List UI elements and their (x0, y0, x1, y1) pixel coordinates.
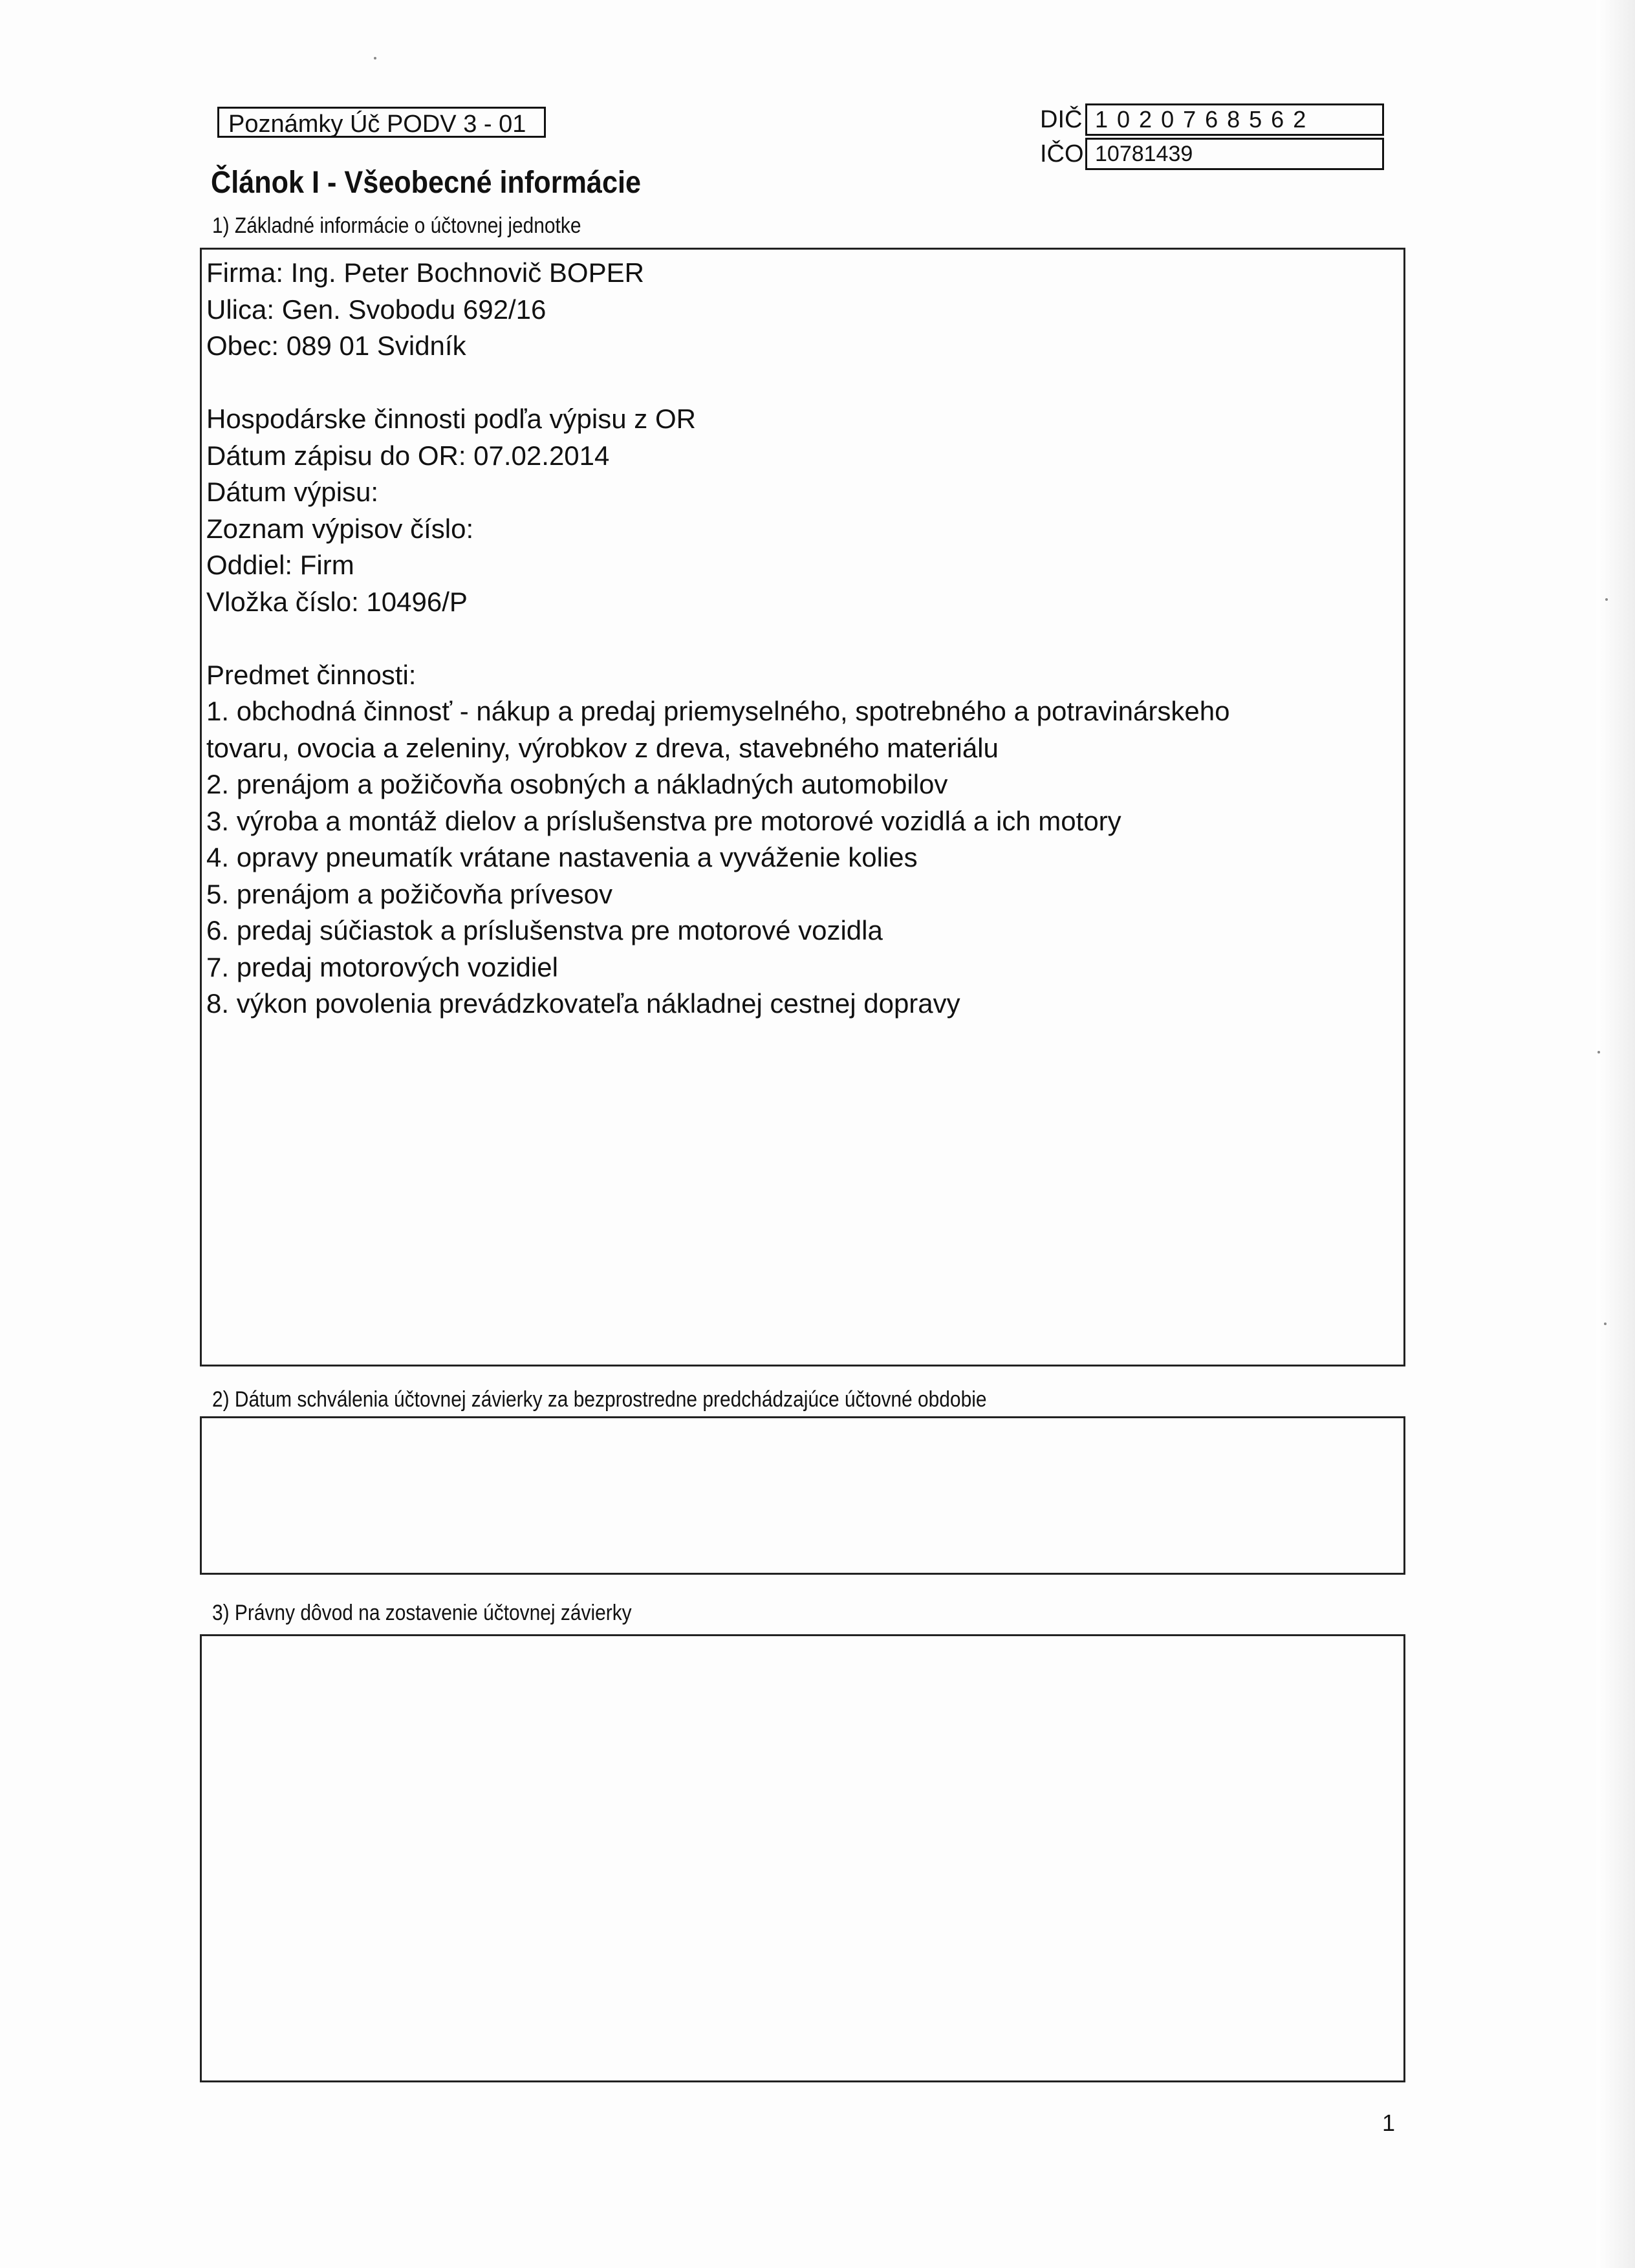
section3-box (200, 1634, 1405, 2082)
section1-box (200, 248, 1405, 1366)
datum-zapisu-line: Dátum zápisu do OR: 07.02.2014 (206, 440, 610, 471)
datum-vypisu-line: Dátum výpisu: (206, 477, 379, 507)
zoznam-line: Zoznam výpisov číslo: (206, 513, 474, 544)
activity-line: 3. výroba a montáž dielov a príslušenstva pre motorové vozidlá a ich motory (206, 805, 1121, 836)
activity-line: 7. predaj motorových vozidiel (206, 951, 558, 982)
activity-line: 5. prenájom a požičovňa prívesov (206, 878, 613, 909)
activity-line: 2. prenájom a požičovňa osobných a nákladných automobilov (206, 769, 948, 799)
activity-line: 8. výkon povolenia prevádzkovateľa nákladnej cestnej dopravy (206, 988, 960, 1019)
page-number: 1 (1382, 2110, 1396, 2136)
ico-label: IČO (1040, 140, 1084, 167)
scan-speck (374, 57, 376, 59)
ulica-line: Ulica: Gen. Svobodu 692/16 (206, 294, 547, 325)
section1-content (202, 250, 1403, 1022)
ico-value: 10781439 (1085, 138, 1384, 170)
scan-edge-shadow (1596, 0, 1635, 2268)
hospodarske-line: Hospodárske činnosti podľa výpisu z OR (206, 404, 696, 434)
section2-label: 2) Dátum schválenia účtovnej závierky za bezprostredne predchádzajúce účtovné obdobie (212, 1387, 987, 1412)
oddiel-line: Oddiel: Firm (206, 550, 354, 580)
activity-line: tovaru, ovocia a zeleniny, výrobkov z dreva, stavebného materiálu (206, 732, 999, 763)
article-title: Článok I - Všeobecné informácie (211, 166, 642, 200)
section1-label: 1) Základné informácie o účtovnej jednotke (212, 213, 581, 238)
scan-speck (1604, 1323, 1607, 1325)
dic-value: 1020768562 (1085, 103, 1384, 136)
predmet-title: Predmet činnosti: (206, 659, 417, 690)
dic-label: DIČ (1040, 105, 1083, 133)
scan-speck (1605, 598, 1608, 601)
obec-line: Obec: 089 01 Svidník (206, 330, 466, 361)
ico-row (1040, 138, 1384, 170)
vlozka-line: Vložka číslo: 10496/P (206, 586, 468, 617)
activity-line: 1. obchodná činnosť - nákup a predaj priemyselného, spotrebného a potravinárskeho (206, 696, 1230, 726)
activity-line: 6. predaj súčiastok a príslušenstva pre motorové vozidla (206, 915, 883, 945)
dic-row (1040, 103, 1384, 136)
section2-box (200, 1416, 1405, 1575)
firma-line: Firma: Ing. Peter Bochnovič BOPER (206, 257, 644, 288)
form-id-box: Poznámky Úč PODV 3 - 01 (217, 107, 546, 138)
activity-line: 4. opravy pneumatík vrátane nastavenia a vyváženie kolies (206, 842, 918, 872)
scan-speck (1597, 1051, 1600, 1053)
section3-label: 3) Právny dôvod na zostavenie účtovnej závierky (212, 1601, 632, 1625)
